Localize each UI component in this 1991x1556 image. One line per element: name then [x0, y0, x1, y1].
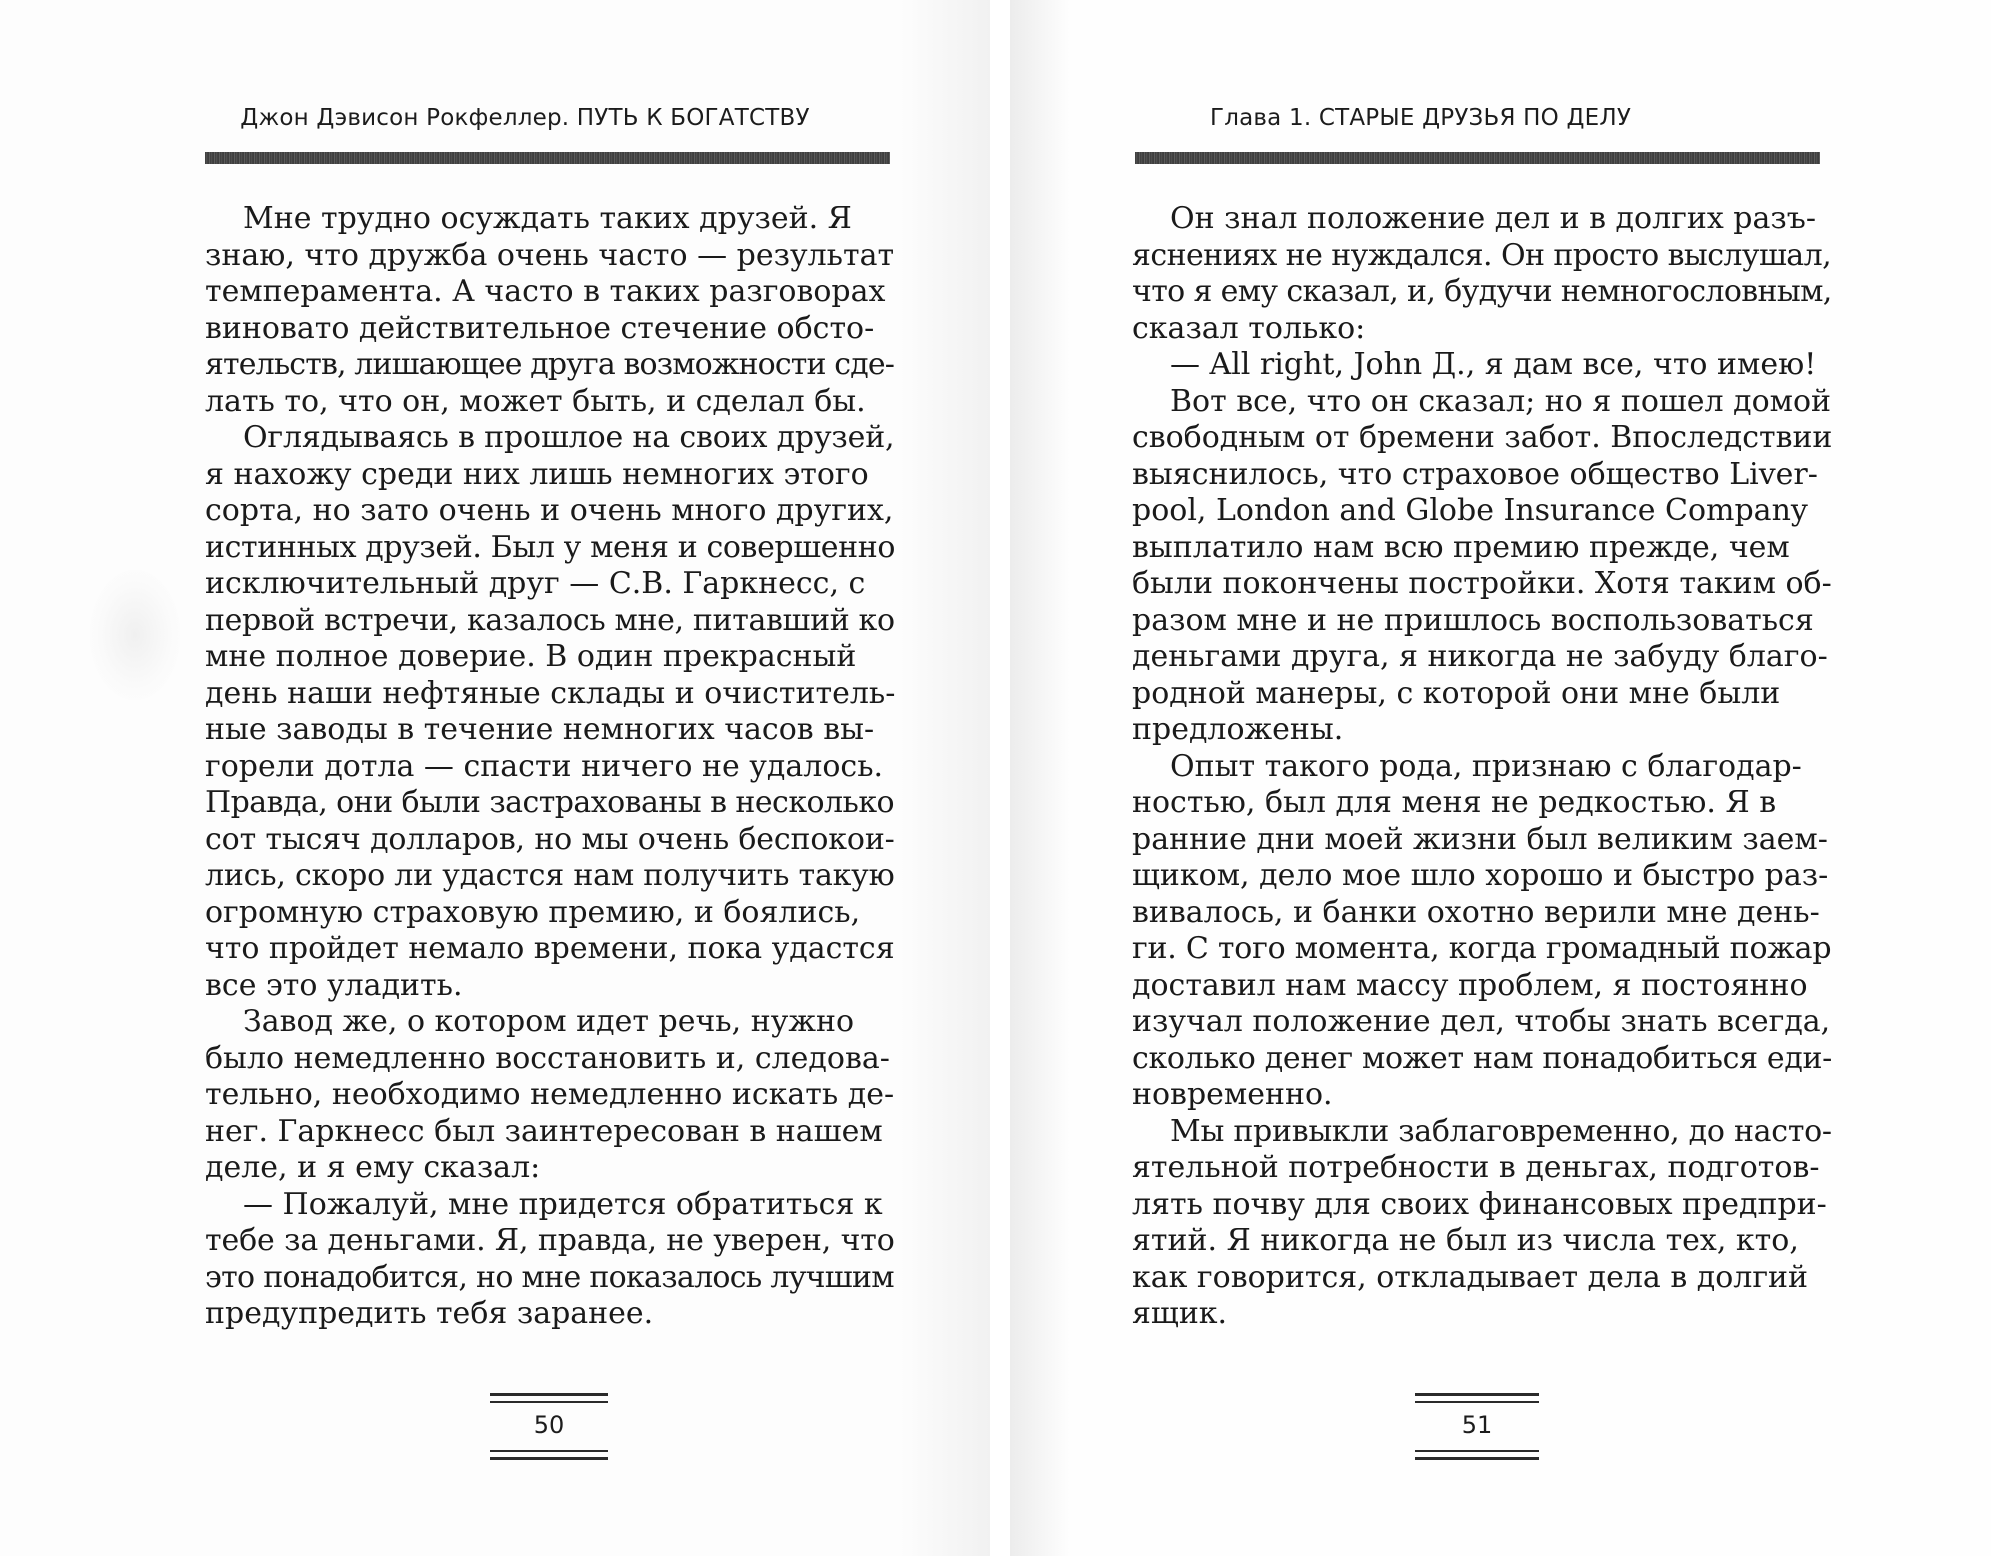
text-line: Мы привыкли заблаговременно, до насто-: [1170, 1113, 1832, 1149]
text-line: предложены.: [1132, 712, 1344, 747]
text-line: мне полное доверие. В один прекрасный: [205, 639, 857, 674]
text-line: ятельной потребности в деньгах, подготов-: [1132, 1150, 1820, 1185]
page-shading: [90, 570, 180, 700]
text-line: истинных друзей. Был у меня и совершенно: [205, 529, 896, 565]
text-line: нег. Гаркнесс был заинтересован в нашем: [205, 1113, 883, 1149]
text-line: Завод же, о котором идет речь, нужно: [243, 1004, 855, 1039]
text-line: что пройдет немало времени, пока удастся: [205, 931, 895, 966]
text-line: это понадобится, но мне показалось лучшим: [205, 1259, 894, 1295]
text-line: тебе за деньгами. Я, правда, не уверен, что: [205, 1223, 895, 1258]
text-line: Оглядываясь в прошлое на своих друзей,: [243, 420, 895, 455]
text-line: лись, скоро ли удастся нам получить такую: [205, 858, 895, 893]
text-line: что я ему сказал, и, будучи немногословным,: [1132, 274, 1832, 309]
text-line: — All right, John Д., я дам все, что имею!: [1170, 347, 1817, 382]
text-line: ящик.: [1132, 1296, 1228, 1331]
text-line: разом мне и не пришлось воспользоваться: [1132, 602, 1814, 638]
left-page: [0, 0, 960, 1556]
text-line: исключительный друг — С.В. Гаркнесс, с: [205, 566, 866, 601]
right-gutter: [1010, 0, 1070, 1556]
text-line: первой встречи, казалось мне, питавший ко: [205, 602, 895, 638]
text-line: ятий. Я никогда не был из числа тех, кто,: [1132, 1223, 1799, 1258]
left-folio-rule-bottom: [490, 1450, 608, 1452]
text-line: огромную страховую премию, и боялись,: [205, 894, 861, 930]
text-line: новременно.: [1132, 1077, 1333, 1112]
text-line: яснениях не нуждался. Он просто выслушал,: [1132, 237, 1832, 273]
text-line: Он знал положение дел и в долгих разъ-: [1170, 201, 1816, 236]
text-line: ятельств, лишающее друга возможности сде-: [205, 347, 894, 382]
text-line: сказал только:: [1132, 310, 1366, 346]
text-line: родной манеры, с которой они мне были: [1132, 675, 1781, 711]
text-line: Вот все, что он сказал; но я пошел домой: [1170, 383, 1832, 419]
text-line: деле, и я ему сказал:: [205, 1150, 541, 1185]
text-line: деньгами друга, я никогда не забуду благо-: [1132, 639, 1828, 674]
text-line: ностью, был для меня не редкостью. Я в: [1132, 785, 1777, 820]
left-folio-rule-bottom-2: [490, 1457, 608, 1460]
left-text-column: [205, 0, 895, 1556]
text-line: темперамента. А часто в таких разговорах: [205, 274, 886, 309]
text-line: доставил нам массу проблем, я постоянно: [1132, 967, 1808, 1003]
text-line: лать то, что он, может быть, и сделал бы.: [205, 383, 866, 419]
text-line: выяснилось, что страховое общество Liver-: [1132, 456, 1818, 492]
text-line: — Пожалуй, мне придется обратиться к: [243, 1186, 883, 1222]
text-line: лять почву для своих финансовых предпри-: [1132, 1186, 1827, 1222]
text-line: Опыт такого рода, признаю с благодар-: [1170, 748, 1802, 784]
text-line: я нахожу среди них лишь немногих этого: [205, 456, 869, 492]
left-gutter: [900, 0, 990, 1556]
text-line: pool, London and Globe Insurance Company: [1132, 493, 1808, 528]
left-folio-rule-top: [490, 1393, 608, 1396]
left-folio-rule-top-2: [490, 1401, 608, 1403]
text-line: день наши нефтяные склады и очиститель-: [205, 675, 896, 711]
text-line: сот тысяч долларов, но мы очень беспокои-: [205, 821, 895, 857]
right-text-column: [1132, 0, 1832, 1556]
text-line: как говорится, откладывает дела в долгий: [1132, 1259, 1809, 1295]
right-folio-rule-top-2: [1415, 1401, 1539, 1403]
left-running-head: Джон Дэвисон Рокфеллер. ПУТЬ К БОГАТСТВУ: [240, 105, 810, 131]
right-page-number: 51: [1461, 1411, 1493, 1439]
text-line: ранние дни моей жизни был великим заем-: [1132, 821, 1828, 857]
text-line: были покончены постройки. Хотя таким об-: [1132, 566, 1832, 601]
text-line: вивалось, и банки охотно верили мне день-: [1132, 894, 1820, 930]
text-line: щиком, дело мое шло хорошо и быстро раз-: [1132, 858, 1829, 893]
text-line: ги. С того момента, когда громадный пожар: [1132, 931, 1832, 966]
text-line: Правда, они были застрахованы в несколько: [205, 785, 895, 820]
text-line: тельно, необходимо немедленно искать де-: [205, 1077, 895, 1112]
left-page-number: 50: [533, 1411, 565, 1439]
text-line: ные заводы в течение немногих часов вы-: [205, 712, 875, 747]
text-line: свободным от бремени забот. Впоследствии: [1132, 420, 1833, 455]
text-line: горели дотла — спасти ничего не удалось.: [205, 748, 884, 784]
text-line: выплатило нам всю премию прежде, чем: [1132, 529, 1790, 565]
text-line: Мне трудно осуждать таких друзей. Я: [243, 201, 852, 236]
text-line: изучал положение дел, чтобы знать всегда,: [1132, 1004, 1831, 1039]
text-line: сорта, но зато очень и очень много других,: [205, 493, 894, 528]
text-line: виновато действительное стечение обсто-: [205, 310, 875, 346]
text-line: знаю, что дружба очень часто — результат: [205, 237, 895, 273]
right-folio-rule-bottom-2: [1415, 1457, 1539, 1460]
right-folio-rule-bottom: [1415, 1450, 1539, 1452]
right-page: [1010, 0, 1991, 1556]
text-line: все это уладить.: [205, 967, 463, 1003]
right-running-head: Глава 1. СТАРЫЕ ДРУЗЬЯ ПО ДЕЛУ: [1210, 105, 1632, 131]
text-line: сколько денег может нам понадобиться еди-: [1132, 1040, 1832, 1076]
text-line: было немедленно восстановить и, следова-: [205, 1040, 890, 1076]
text-line: предупредить тебя заранее.: [205, 1296, 654, 1331]
right-folio-rule-top: [1415, 1393, 1539, 1396]
